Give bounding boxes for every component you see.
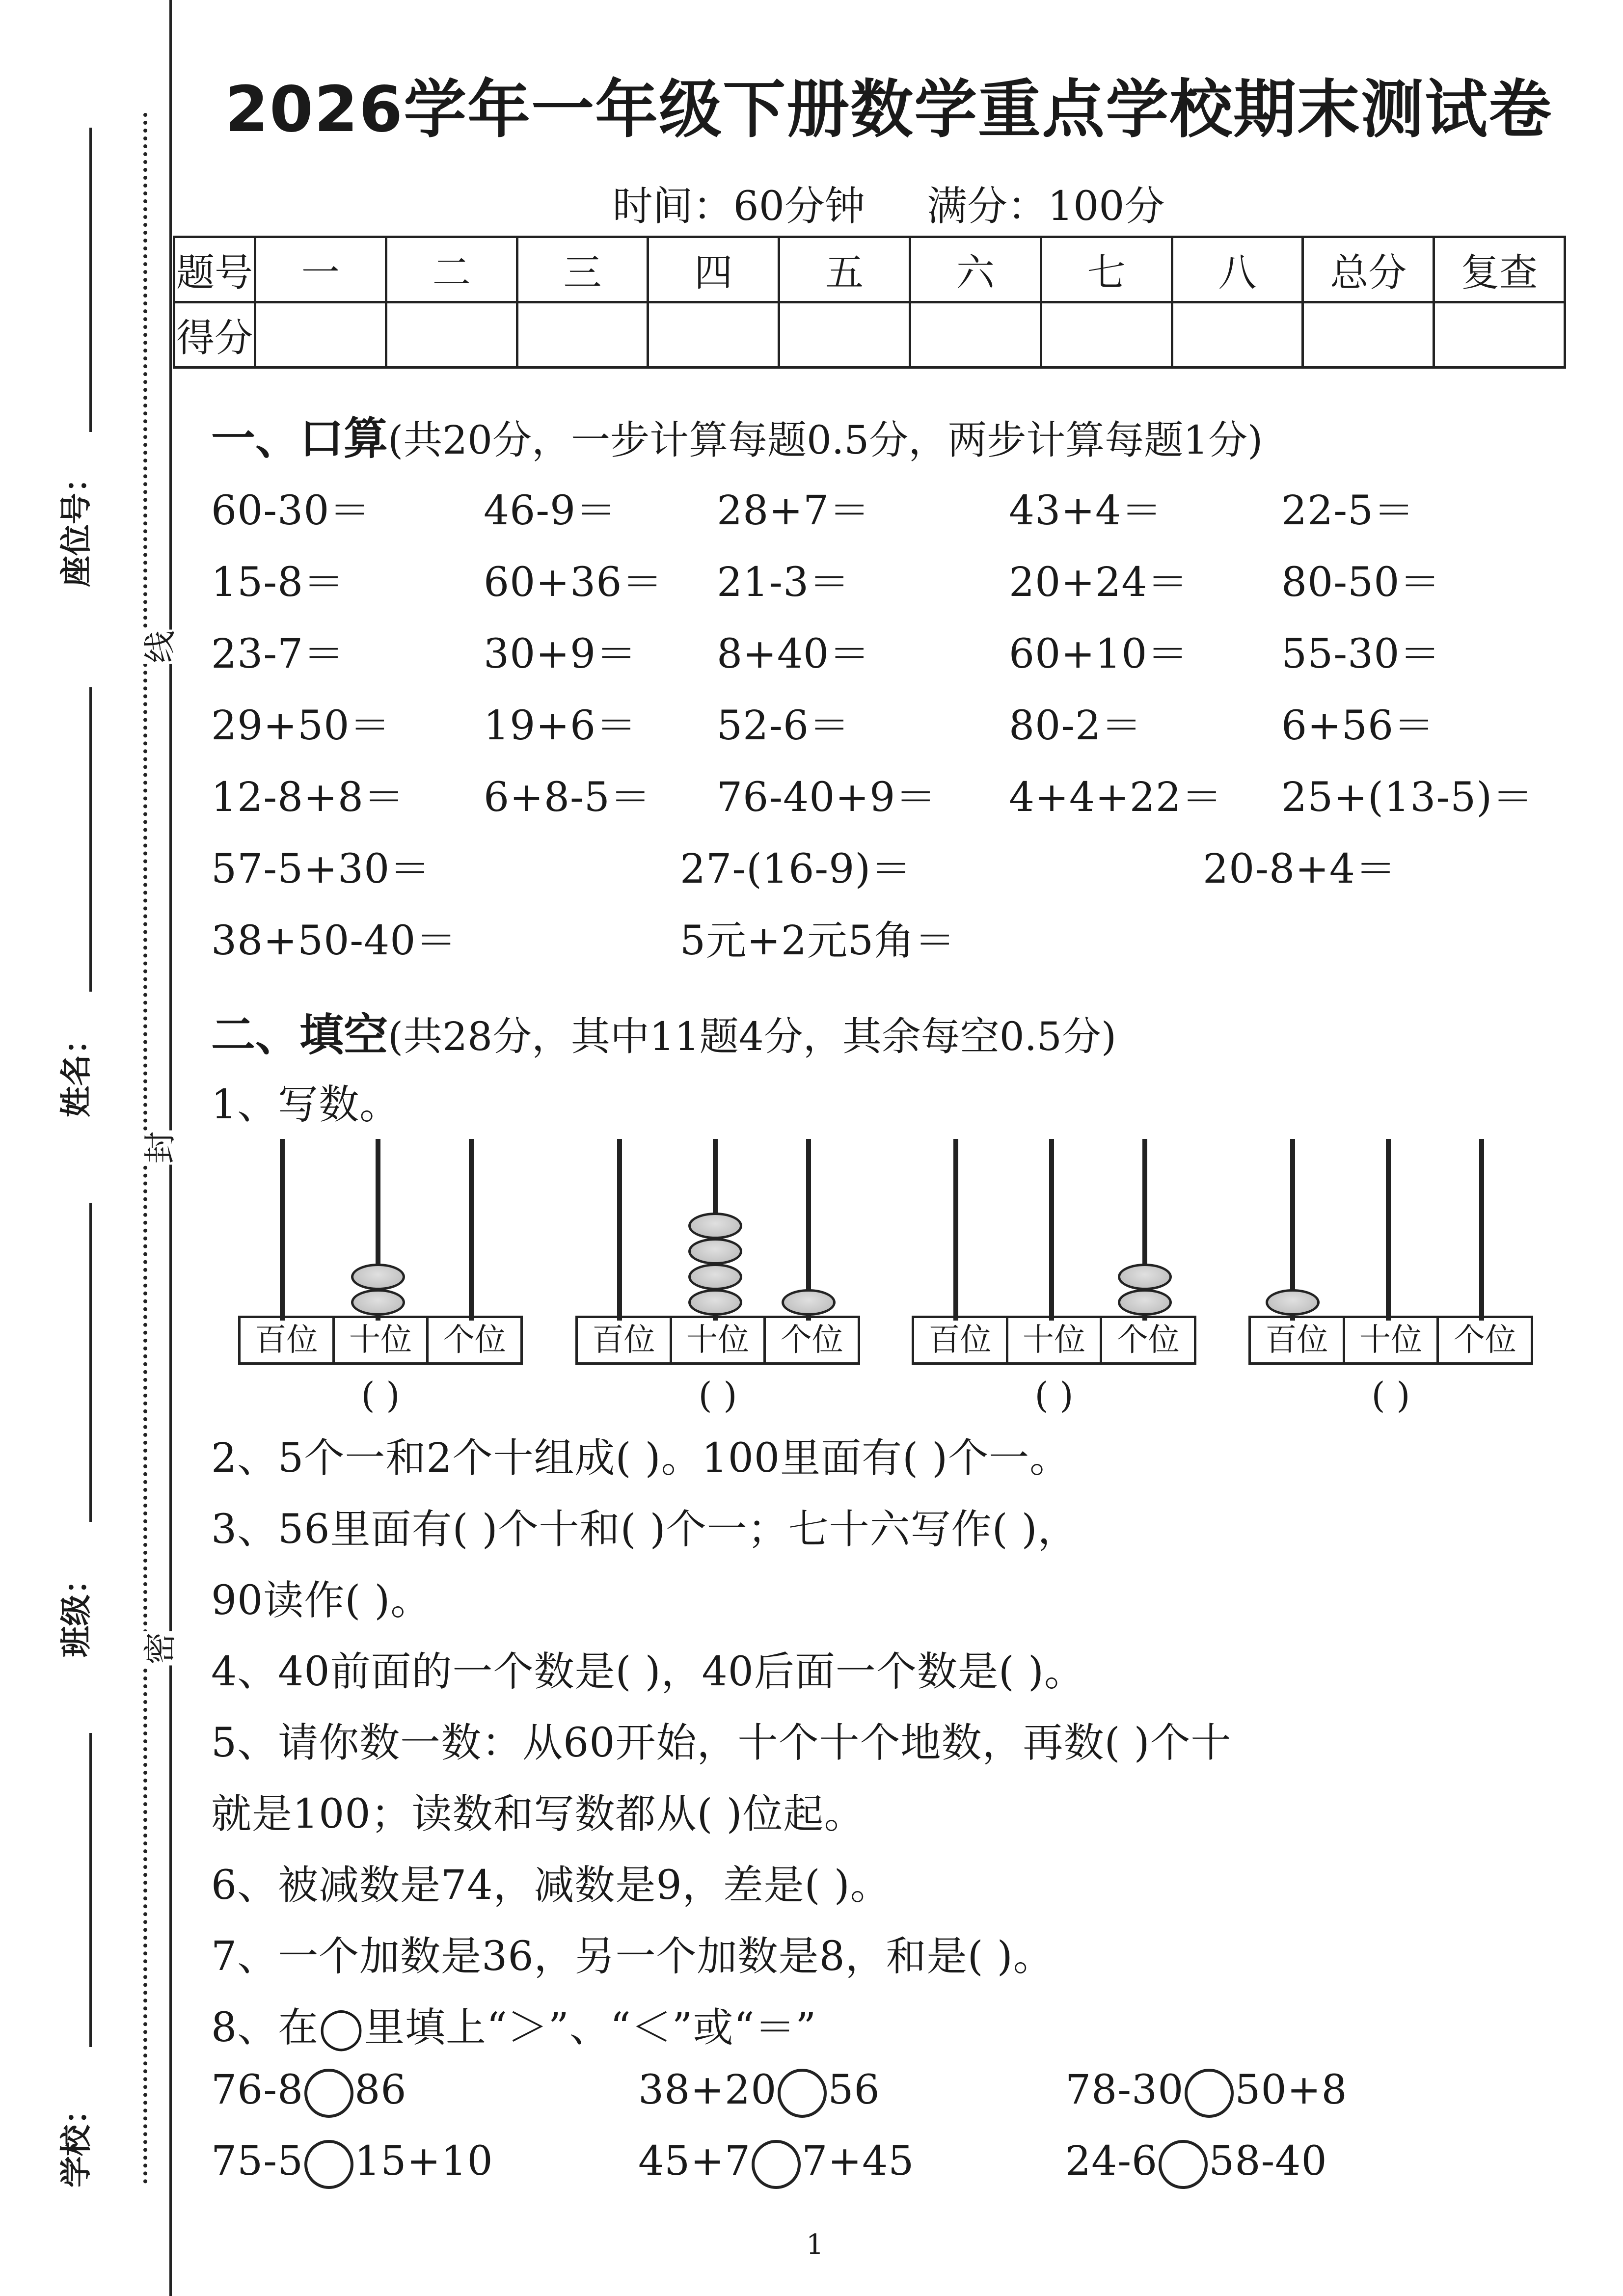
section-2-heading <box>211 999 1116 1063</box>
abacus-bead <box>1118 1289 1172 1316</box>
class-label: 班级： <box>58 1563 95 1657</box>
oral-problem: 30+9＝ <box>484 631 637 677</box>
abacus-bead <box>688 1213 742 1239</box>
compare-item <box>211 2138 493 2189</box>
abacus <box>575 1139 860 1416</box>
compare-left: 78-30 <box>1065 2067 1184 2113</box>
compare-circle[interactable] <box>752 2140 801 2189</box>
abacus-bead <box>351 1289 405 1316</box>
score-table-score-row <box>174 302 1565 368</box>
section-2-note: (共28分，其中11题4分，其余每空0.5分) <box>388 1014 1117 1059</box>
abacus <box>912 1139 1196 1416</box>
table-cell: 二 <box>386 237 517 302</box>
seat-label: 座位号： <box>58 461 95 587</box>
oral-problem: 6+8-5＝ <box>484 774 651 821</box>
place-value-label: 十位 <box>672 1318 766 1362</box>
compare-circle[interactable] <box>304 2069 353 2118</box>
oral-problem: 76-40+9＝ <box>717 774 937 821</box>
place-value-label: 个位 <box>780 1322 843 1358</box>
abacus-rod <box>617 1139 622 1321</box>
oral-problem: 6+56＝ <box>1281 702 1435 749</box>
compare-right: 15+10 <box>354 2138 493 2185</box>
oral-problem: 19+6＝ <box>484 702 637 749</box>
compare-right: 7+45 <box>802 2138 915 2185</box>
place-value-label: 百位 <box>1251 1318 1345 1362</box>
abacus-rod <box>1386 1139 1391 1321</box>
place-value-label: 十位 <box>1345 1318 1439 1362</box>
table-cell: 复查 <box>1434 237 1565 302</box>
exam-info <box>177 174 1600 232</box>
question-text: 8、在◯里填上“＞”、“＜”或“＝” <box>211 2004 817 2051</box>
table-cell: 八 <box>1172 237 1303 302</box>
oral-problem: 23-7＝ <box>211 631 345 677</box>
page-number: 1 <box>806 2229 824 2261</box>
answer-blank: ( ) <box>1371 1375 1410 1416</box>
compare-left: 38+20 <box>638 2067 777 2113</box>
compare-item <box>638 2138 914 2189</box>
abacus-bead <box>688 1264 742 1290</box>
oral-problem: 60+10＝ <box>1009 631 1189 677</box>
compare-circle[interactable] <box>778 2069 827 2118</box>
compare-item <box>1065 2067 1348 2118</box>
score-input-cell[interactable] <box>910 302 1041 368</box>
oral-problem: 28+7＝ <box>717 487 870 534</box>
oral-problem: 46-9＝ <box>484 487 617 534</box>
abacus-bead <box>688 1238 742 1265</box>
compare-right: 58-40 <box>1209 2138 1327 2185</box>
abacus-bead <box>1266 1289 1320 1316</box>
oral-problem: 55-30＝ <box>1281 631 1441 677</box>
question-text: 5、请你数一数：从60开始，十个十个地数，再数( )个十 <box>211 1720 1232 1766</box>
score-input-cell[interactable] <box>255 302 386 368</box>
answer-blank: ( ) <box>698 1375 737 1416</box>
class-line <box>89 1203 92 1522</box>
name-line <box>89 687 92 992</box>
oral-problem: 25+(13-5)＝ <box>1281 774 1534 821</box>
abacus-bead <box>688 1289 742 1316</box>
place-value-label: 个位 <box>443 1322 506 1358</box>
seal-char-mi: 密 <box>134 1631 181 1666</box>
place-value-label: 十位 <box>1008 1318 1103 1362</box>
question-text: 7、一个加数是36，另一个加数是8，和是( )。 <box>211 1933 1054 1980</box>
question-text: 3、56里面有( )个十和( )个一；七十六写作( )， <box>211 1506 1079 1553</box>
oral-problem: 4+4+22＝ <box>1009 774 1223 821</box>
abacus-bead <box>1118 1264 1172 1290</box>
abacus-rod <box>1479 1139 1484 1321</box>
oral-problem: 21-3＝ <box>717 559 850 606</box>
oral-problem: 15-8＝ <box>211 559 345 606</box>
question-text: 4、40前面的一个数是( )，40后面一个数是( )。 <box>211 1648 1085 1695</box>
question-1: 1、写数。 <box>211 1081 401 1128</box>
compare-right: 50+8 <box>1235 2067 1348 2113</box>
score-table <box>173 236 1566 369</box>
school-label: 学校： <box>58 2093 95 2188</box>
compare-left: 76-8 <box>211 2067 304 2113</box>
score-table-header-row <box>174 237 1565 302</box>
score-input-cell[interactable] <box>386 302 517 368</box>
abacus-base <box>912 1316 1196 1365</box>
table-cell: 一 <box>255 237 386 302</box>
compare-left: 24-6 <box>1065 2138 1158 2185</box>
question-text: 就是100；读数和写数都从( )位起。 <box>211 1791 865 1837</box>
table-cell: 总分 <box>1303 237 1434 302</box>
place-value-label: 百位 <box>578 1318 672 1362</box>
seal-char-feng: 封 <box>134 1131 181 1165</box>
table-cell: 三 <box>517 237 648 302</box>
oral-problem: 22-5＝ <box>1281 487 1415 534</box>
place-value-label: 个位 <box>1116 1322 1180 1358</box>
place-value-label: 十位 <box>335 1318 429 1362</box>
section-1-note: (共20分，一步计算每题0.5分，两步计算每题1分) <box>388 417 1263 463</box>
time-info: 时间：60分钟 <box>612 183 865 230</box>
score-input-cell[interactable] <box>1303 302 1434 368</box>
abacus-rod <box>280 1139 285 1321</box>
compare-circle[interactable] <box>1159 2140 1208 2189</box>
abacus-base <box>1248 1316 1533 1365</box>
score-input-cell[interactable] <box>517 302 648 368</box>
score-input-cell[interactable] <box>779 302 910 368</box>
compare-right: 86 <box>354 2067 407 2113</box>
table-cell: 七 <box>1041 237 1172 302</box>
oral-problem: 38+50-40＝ <box>211 918 457 964</box>
page-title: 2026学年一年级下册数学重点学校期末测试卷 <box>224 73 1553 146</box>
compare-circle[interactable] <box>304 2140 353 2189</box>
section-2-title: 二、填空 <box>211 1009 388 1061</box>
question-text: 2、5个一和2个十组成( )。100里面有( )个一。 <box>211 1435 1071 1482</box>
question-text: 6、被减数是74，减数是9，差是( )。 <box>211 1862 891 1909</box>
table-cell: 得分 <box>174 302 255 368</box>
oral-problem: 12-8+8＝ <box>211 774 405 821</box>
compare-item <box>638 2067 880 2118</box>
oral-problem: 80-50＝ <box>1281 559 1441 606</box>
abacus-bead <box>351 1264 405 1290</box>
place-value-label: 个位 <box>1453 1322 1516 1358</box>
oral-problem: 60-30＝ <box>211 487 371 534</box>
compare-item <box>211 2067 407 2118</box>
place-value-label: 百位 <box>914 1318 1008 1362</box>
score-input-cell[interactable] <box>648 302 779 368</box>
score-input-cell[interactable] <box>1172 302 1303 368</box>
abacus <box>1248 1139 1533 1416</box>
answer-blank: ( ) <box>1034 1375 1074 1416</box>
oral-problem: 29+50＝ <box>211 702 391 749</box>
question-text: 90读作( )。 <box>211 1577 432 1624</box>
abacus-rod <box>469 1139 474 1321</box>
abacus-base <box>575 1316 860 1365</box>
oral-problem: 80-2＝ <box>1009 702 1142 749</box>
abacus-base <box>238 1316 523 1365</box>
seal-char-xian: 线 <box>134 630 181 664</box>
oral-problem: 20-8+4＝ <box>1203 846 1397 892</box>
oral-problem: 8+40＝ <box>717 631 870 677</box>
score-input-cell[interactable] <box>1041 302 1172 368</box>
oral-problem: 43+4＝ <box>1009 487 1163 534</box>
compare-left: 75-5 <box>211 2138 304 2185</box>
compare-right: 56 <box>828 2067 880 2113</box>
compare-circle[interactable] <box>1185 2069 1234 2118</box>
oral-problem: 27-(16-9)＝ <box>680 846 912 892</box>
abacus-rod <box>1049 1139 1054 1321</box>
school-line <box>89 1733 92 2047</box>
table-cell: 五 <box>779 237 910 302</box>
oral-problem: 57-5+30＝ <box>211 846 431 892</box>
abacus <box>238 1139 523 1416</box>
oral-problem: 52-6＝ <box>717 702 850 749</box>
abacus-bead <box>782 1289 836 1316</box>
name-label: 姓名： <box>58 1023 95 1117</box>
abacus-rod <box>953 1139 958 1321</box>
seat-line <box>89 128 92 432</box>
table-cell: 四 <box>648 237 779 302</box>
oral-problem: 5元+2元5角＝ <box>680 918 956 964</box>
table-cell: 六 <box>910 237 1041 302</box>
compare-left: 45+7 <box>638 2138 751 2185</box>
oral-problem: 60+36＝ <box>484 559 663 606</box>
score-input-cell[interactable] <box>1434 302 1565 368</box>
compare-item <box>1065 2138 1327 2189</box>
oral-problem: 20+24＝ <box>1009 559 1189 606</box>
section-1-title: 一、口算 <box>211 413 388 464</box>
answer-blank: ( ) <box>361 1375 400 1416</box>
place-value-label: 百位 <box>241 1318 335 1362</box>
section-1-heading <box>211 403 1263 466</box>
table-cell: 题号 <box>174 237 255 302</box>
full-score-info: 满分：100分 <box>926 183 1165 230</box>
